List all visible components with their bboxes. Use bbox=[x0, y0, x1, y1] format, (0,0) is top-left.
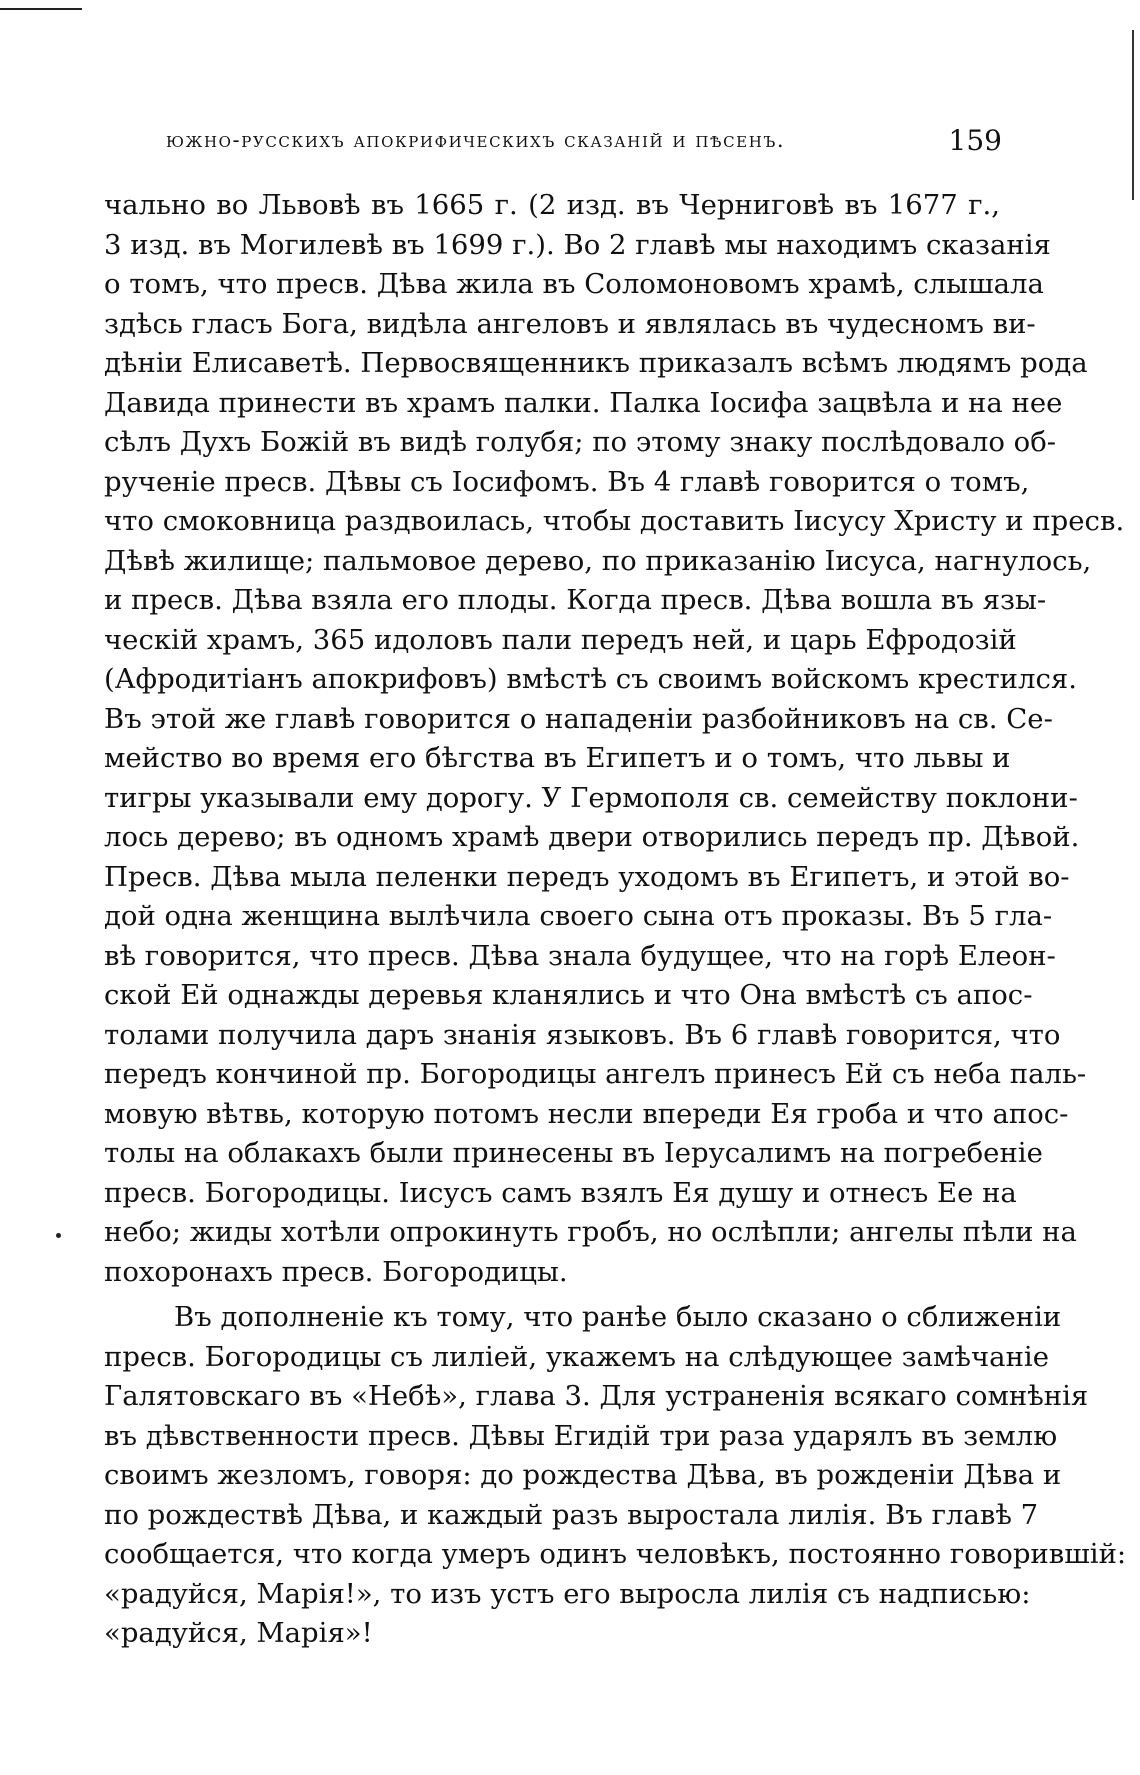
text-line: о томъ, что пресв. Дѣва жила въ Соломоновомъ храмѣ, слышала bbox=[104, 268, 1044, 300]
text-line: мовую вѣтвь, которую потомъ несли впереди Ея гроба и что апос- bbox=[104, 1097, 1069, 1130]
text-line: Давида принести въ храмъ палки. Палка Іосифа зацвѣла и на нее bbox=[104, 386, 1063, 419]
text-line: 3 изд. въ Могилевѣ въ 1699 г.). Во 2 главѣ мы находимъ сказанія bbox=[104, 228, 1051, 261]
text-line: лось дерево; въ одномъ храмѣ двери отворились передъ пр. Дѣвой. bbox=[104, 821, 1080, 853]
text-line: ской Ей однажды деревья кланялись и что Она вмѣстѣ съ апос- bbox=[104, 979, 1033, 1011]
text-line: чально во Львовѣ въ 1665 г. (2 изд. въ Черниговѣ въ 1677 г., bbox=[104, 189, 1000, 221]
text-line: небо; жиды хотѣли опрокинуть гробъ, но ослѣпли; ангелы пѣли на bbox=[104, 1216, 1077, 1248]
text-line: сообщается, что когда умеръ одинъ человѣкъ, постоянно говорившій: bbox=[104, 1538, 1127, 1570]
text-line: въ дѣвственности пресв. Дѣвы Егидій три раза ударялъ въ землю bbox=[104, 1419, 1058, 1452]
running-head bbox=[106, 124, 1002, 160]
scan-rule-top bbox=[0, 8, 82, 10]
page-number: 159 bbox=[948, 124, 1002, 157]
text-line: что смоковница раздвоилась, чтобы доставить Іисусу Христу и пресв. bbox=[104, 505, 1125, 537]
text-line: и пресв. Дѣва взяла его плоды. Когда пресв. Дѣва вошла въ язы- bbox=[104, 584, 1047, 616]
text-line: Пресв. Дѣва мыла пеленки передъ уходомъ въ Египетъ, и этой во- bbox=[104, 860, 1070, 893]
text-line: по рождествѣ Дѣва, и каждый разъ выростала лилія. Въ главѣ 7 bbox=[104, 1498, 1039, 1531]
text-line: толами получила даръ знанія языковъ. Въ 6 главѣ говорится, что bbox=[104, 1018, 1061, 1051]
text-line: здѣсь гласъ Бога, видѣла ангеловъ и являлась въ чудесномъ ви- bbox=[104, 307, 1036, 340]
text-line: передъ кончиной пр. Богородицы ангелъ принесъ Ей съ неба паль- bbox=[104, 1058, 1087, 1090]
text-line: «радуйся, Марія!», то изъ устъ его выросла лилія съ надписью: bbox=[104, 1577, 1031, 1610]
text-line: толы на облакахъ были принесены въ Іерусалимъ на погребеніе bbox=[104, 1137, 1043, 1169]
text-line: вѣ говорится, что пресв. Дѣва знала будущее, что на горѣ Елеон- bbox=[104, 939, 1056, 972]
text-line: сѣлъ Духъ Божій въ видѣ голубя; по этому знаку послѣдовало об- bbox=[104, 426, 1057, 458]
text-line: тигры указывали ему дорогу. У Гермополя св. семейству поклони- bbox=[104, 781, 1078, 814]
paragraph-1 bbox=[104, 186, 1125, 1292]
text-line: Дѣвѣ жилище; пальмовое дерево, по приказанію Іисуса, нагнулось, bbox=[104, 544, 1092, 577]
text-line: своимъ жезломъ, говоря: до рождества Дѣва, въ рожденіи Дѣва и bbox=[104, 1459, 1062, 1491]
text-line: Въ дополненіе къ тому, что ранѣе было сказано о сближеніи bbox=[174, 1301, 1062, 1333]
text-line: дѣніи Елисаветѣ. Первосвященникъ приказалъ всѣмъ людямъ рода bbox=[104, 347, 1088, 379]
text-line: «радуйся, Марія»! bbox=[104, 1617, 373, 1649]
text-line: ческій храмъ, 365 идоловъ пали передъ ней, и царь Ефродозій bbox=[104, 623, 1017, 656]
text-line: мейство во время его бѣгства въ Египетъ и о томъ, что львы и bbox=[104, 742, 1011, 774]
text-body bbox=[104, 186, 1127, 1654]
text-line: (Афродитіанъ апокрифовъ) вмѣстѣ съ своимъ войскомъ крестился. bbox=[104, 663, 1077, 695]
running-title: южно-русскихъ апокрифическихъ сказаній и пѣсенъ. bbox=[166, 128, 786, 152]
text-line: пресв. Богородицы. Іисусъ самъ взялъ Ея душу и отнесъ Ее на bbox=[104, 1176, 1017, 1209]
text-line: похоронахъ пресв. Богородицы. bbox=[104, 1255, 568, 1288]
text-line: рученіе пресв. Дѣвы съ Іосифомъ. Въ 4 главѣ говорится о томъ, bbox=[104, 465, 1030, 498]
text-line: пресв. Богородицы съ лиліей, укажемъ на слѣдующее замѣчаніе bbox=[104, 1340, 1049, 1373]
text-line: Въ этой же главѣ говорится о нападеніи разбойниковъ на св. Се- bbox=[104, 702, 1053, 735]
text-line: дой одна женщина вылѣчила своего сына отъ проказы. Въ 5 гла- bbox=[104, 900, 1053, 932]
text-line: Галятовскаго въ «Небѣ», глава 3. Для устраненія всякаго сомнѣнія bbox=[104, 1380, 1089, 1412]
scan-edge-mark bbox=[1132, 30, 1134, 200]
margin-ink-dot bbox=[56, 1233, 61, 1238]
paragraph-2 bbox=[104, 1298, 1127, 1654]
